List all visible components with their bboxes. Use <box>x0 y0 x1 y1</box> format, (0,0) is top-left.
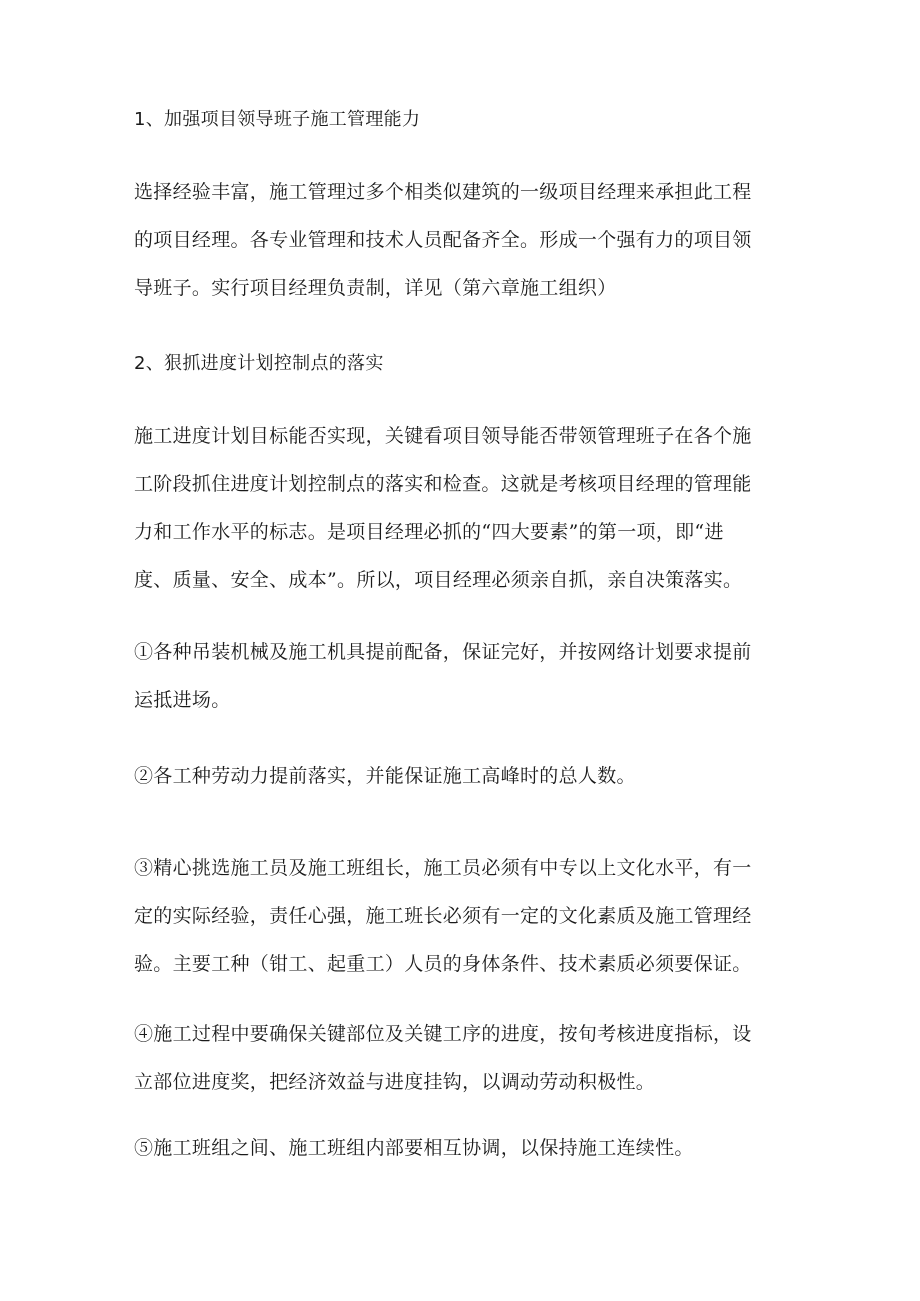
paragraph-line: 定的实际经验，责任心强，施工班长必须有一定的文化素质及施工管理经 <box>134 905 752 927</box>
paragraph-line: 力和工作水平的标志。是项目经理必抓的“四大要素”的第一项，即“进 <box>134 521 724 543</box>
paragraph-line: ②各工种劳动力提前落实，并能保证施工高峰时的总人数。 <box>134 765 636 787</box>
paragraph-line: 立部位进度奖，把经济效益与进度挂钩，以调动劳动积极性。 <box>134 1071 656 1093</box>
heading-text: 2、狠抓进度计划控制点的落实 <box>134 353 384 374</box>
paragraph-line: 运抵进场。 <box>134 689 231 711</box>
paragraph-line: 施工进度计划目标能否实现，关键看项目领导能否带领管理班子在各个施 <box>134 425 752 447</box>
paragraph-project-manager <box>134 168 794 312</box>
paragraph-line: ④施工过程中要确保关键部位及关键工序的进度，按旬考核进度指标，设 <box>134 1023 752 1045</box>
paragraph-schedule-control <box>134 412 794 604</box>
paragraph-line: 验。主要工种（钳工、起重工）人员的身体条件、技术素质必须要保证。 <box>134 953 752 975</box>
list-item-3 <box>134 844 794 988</box>
paragraph-line: ③精心挑选施工员及施工班组长，施工员必须有中专以上文化水平，有一 <box>134 857 752 879</box>
heading-1 <box>134 96 794 144</box>
paragraph-line: 导班子。实行项目经理负责制，详见（第六章施工组织） <box>134 277 617 299</box>
paragraph-line: ⑤施工班组之间、施工班组内部要相互协调，以保持施工连续性。 <box>134 1137 694 1159</box>
list-item-4 <box>134 1010 794 1106</box>
paragraph-line: ①各种吊装机械及施工机具提前配备，保证完好，并按网络计划要求提前 <box>134 641 752 663</box>
paragraph-line: 选择经验丰富，施工管理过多个相类似建筑的一级项目经理来承担此工程 <box>134 181 752 203</box>
list-item-2 <box>134 752 794 800</box>
paragraph-line: 度、质量、安全、成本”。所以，项目经理必须亲自抓，亲自决策落实。 <box>134 569 743 591</box>
list-item-1 <box>134 628 794 724</box>
paragraph-line: 的项目经理。各专业管理和技术人员配备齐全。形成一个强有力的项目领 <box>134 229 752 251</box>
heading-text: 1、加强项目领导班子施工管理能力 <box>134 109 421 130</box>
list-item-5 <box>134 1124 794 1172</box>
heading-2 <box>134 340 794 388</box>
paragraph-line: 工阶段抓住进度计划控制点的落实和检查。这就是考核项目经理的管理能 <box>134 473 752 495</box>
